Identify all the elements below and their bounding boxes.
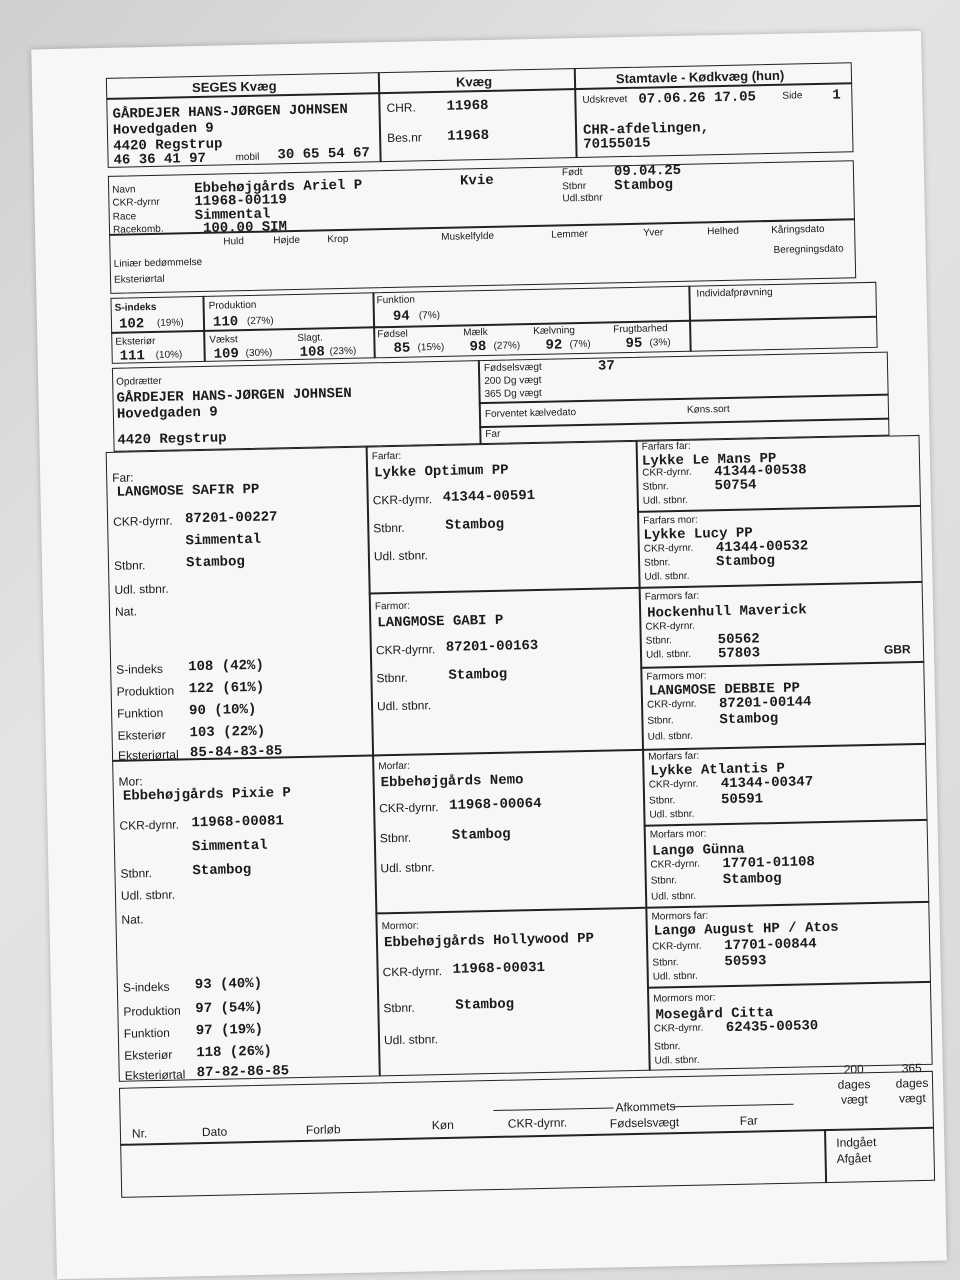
funktion-value: 94 bbox=[392, 308, 410, 325]
farmors-far-name: Hockenhull Maverick bbox=[647, 602, 807, 622]
side-label: Side bbox=[782, 90, 803, 102]
mormors-far-stbnr: 50593 bbox=[724, 953, 767, 971]
kaelvning-label: Kælvning bbox=[533, 325, 576, 338]
mor-name: Ebbehøjgårds Pixie P bbox=[122, 785, 292, 805]
beregning-label: Beregningsdato bbox=[773, 243, 844, 256]
farmors-mor-label: Farmors mor: bbox=[646, 670, 707, 683]
besnr-value: 11968 bbox=[446, 127, 490, 145]
col-krop: Krop bbox=[327, 233, 349, 246]
eksterior-pct: (10%) bbox=[155, 349, 183, 361]
farmor-ckr-label: CKR-dyrnr. bbox=[375, 642, 436, 658]
udl-label: Udl.stbnr bbox=[562, 192, 603, 205]
col-helhed: Helhed bbox=[707, 225, 739, 238]
col-far: Far bbox=[739, 1113, 758, 1128]
morfars-mor-stbnr-label: Stbnr. bbox=[650, 875, 678, 887]
farfar-stbnr-label: Stbnr. bbox=[373, 520, 405, 536]
mormor-stbnr: Stambog bbox=[455, 996, 515, 1014]
foedsel-label: Fødsel bbox=[377, 328, 408, 341]
farmors-mor-udl-label: Udl. stbnr. bbox=[647, 730, 693, 743]
slagt-label: Slagt. bbox=[297, 332, 324, 344]
mor-produktion-label: Produktion bbox=[123, 1003, 181, 1019]
chr-label: CHR. bbox=[386, 100, 417, 116]
farmors-mor-name: LANGMOSE DEBBIE PP bbox=[648, 680, 801, 700]
col-yver: Yver bbox=[643, 227, 664, 239]
farfar-label: Farfar: bbox=[371, 450, 402, 463]
mormors-mor-stbnr-label: Stbnr. bbox=[654, 1041, 681, 1053]
dg365-label: 365 Dg vægt bbox=[484, 387, 542, 401]
farmors-mor-ckr: 87201-00144 bbox=[718, 694, 812, 713]
forventet-label: Forventet kælvedato bbox=[484, 407, 577, 421]
farmor-stbnr-label: Stbnr. bbox=[376, 670, 408, 686]
besnr-label: Bes.nr bbox=[387, 130, 422, 146]
col-forloeb: Forløb bbox=[305, 1122, 341, 1137]
vaekst-label: Vækst bbox=[209, 334, 238, 346]
farfars-far-label: Farfars far: bbox=[641, 440, 691, 453]
farmors-far-ckr-label: CKR-dyrnr. bbox=[645, 620, 696, 633]
far-label: Far bbox=[485, 428, 501, 441]
mormors-far-ckr: 17701-00844 bbox=[723, 936, 817, 955]
document-title: Stamtavle - Kødkvæg (hun) bbox=[615, 67, 785, 87]
col-365-dage: 365 dages vægt bbox=[895, 1061, 929, 1106]
owner-name: GÅRDEJER HANS-JØRGEN JOHNSEN bbox=[112, 101, 348, 123]
breeder-street: Hovedgaden 9 bbox=[116, 404, 218, 423]
mormor-name: Ebbehøjgårds Hollywood PP bbox=[383, 930, 595, 952]
s-indeks-pct: (19%) bbox=[156, 317, 184, 329]
farmors-far-udl: 57803 bbox=[717, 645, 761, 663]
morfars-mor-udl-label: Udl. stbnr. bbox=[650, 890, 697, 903]
kvaeg-label: Kvæg bbox=[455, 73, 493, 90]
far-name: LANGMOSE SAFIR PP bbox=[116, 481, 260, 501]
mor-sindeks: 93 (40%) bbox=[194, 975, 263, 994]
afkommets-label: Afkommets bbox=[615, 1099, 676, 1115]
farfars-far-ckr-label: CKR-dyrnr. bbox=[642, 466, 692, 479]
far-ckr: 87201-00227 bbox=[184, 509, 278, 528]
mormors-far-label: Mormors far: bbox=[651, 910, 709, 923]
animal-race: Simmental bbox=[194, 206, 271, 225]
frugt-pct: (3%) bbox=[649, 337, 671, 349]
vaekst-pct: (30%) bbox=[245, 347, 273, 360]
morfar-stbnr-label: Stbnr. bbox=[379, 830, 412, 846]
mormors-mor-label: Mormors mor: bbox=[653, 992, 716, 1005]
far-stbnr-label: Stbnr. bbox=[113, 558, 146, 573]
col-muskelfylde: Muskelfylde bbox=[441, 230, 495, 243]
owner-city: 4420 Regstrup bbox=[113, 136, 223, 155]
frugt-value: 95 bbox=[625, 335, 643, 353]
morfar-udl-label: Udl. stbnr. bbox=[380, 860, 435, 876]
foedselsvaegt-value: 37 bbox=[597, 358, 615, 375]
maelk-label: Mælk bbox=[463, 326, 488, 339]
col-ckr: CKR-dyrnr. bbox=[507, 1115, 568, 1131]
mormor-label: Mormor: bbox=[381, 920, 420, 933]
mormors-far-udl-label: Udl. stbnr. bbox=[652, 970, 698, 983]
owner-phone: 46 36 41 97 bbox=[113, 150, 207, 169]
produktion-pct: (27%) bbox=[246, 315, 274, 327]
far-nat-label: Nat. bbox=[114, 604, 138, 619]
far-sindeks-label: S-indeks bbox=[116, 661, 164, 677]
pedigree-document bbox=[31, 31, 947, 1279]
owner-mobil: 30 65 54 67 bbox=[277, 145, 371, 164]
morfar-ckr-label: CKR-dyrnr. bbox=[379, 800, 439, 816]
foedt-label: Født bbox=[561, 166, 583, 179]
kaelvning-pct: (7%) bbox=[569, 338, 591, 351]
farmor-name: LANGMOSE GABI P bbox=[377, 612, 504, 632]
mormors-far-name: Langø August HP / Atos bbox=[653, 919, 839, 940]
col-hoejde: Højde bbox=[273, 234, 301, 247]
farmor-ckr: 87201-00163 bbox=[445, 637, 539, 656]
col-kaaringsdato: Kåringsdato bbox=[771, 223, 825, 236]
morfars-mor-name: Langø Günna bbox=[651, 841, 745, 860]
col-huld: Huld bbox=[223, 236, 244, 248]
mormor-ckr: 11968-00031 bbox=[452, 959, 546, 978]
morfars-far-stbnr-label: Stbnr. bbox=[648, 795, 676, 807]
eksteriortal-label: Eksteriørtal bbox=[113, 273, 165, 286]
individ-label: Individafprøvning bbox=[696, 286, 773, 300]
morfars-far-ckr: 41344-00347 bbox=[720, 774, 814, 793]
farmors-far-label: Farmors far: bbox=[644, 590, 700, 603]
mor-nat-label: Nat. bbox=[121, 912, 144, 927]
mormors-mor-ckr-label: CKR-dyrnr. bbox=[653, 1022, 704, 1035]
mor-label: Mor: bbox=[118, 774, 143, 789]
maelk-pct: (27%) bbox=[493, 340, 521, 352]
slagt-value: 108 bbox=[299, 344, 326, 361]
produktion-label: Produktion bbox=[208, 299, 257, 312]
eksterior-value: 111 bbox=[119, 348, 146, 365]
mor-ckr-label: CKR-dyrnr. bbox=[119, 817, 179, 833]
farfars-far-udl-label: Udl. stbnr. bbox=[642, 494, 688, 507]
farfar-ckr-label: CKR-dyrnr. bbox=[372, 492, 433, 508]
farfars-mor-ckr: 41344-00532 bbox=[715, 538, 809, 557]
mormors-mor-name: Mosegård Citta bbox=[655, 1005, 774, 1024]
animal-born: 09.04.25 bbox=[613, 162, 682, 181]
col-lemmer: Lemmer bbox=[551, 228, 589, 241]
slagt-pct: (23%) bbox=[329, 345, 357, 358]
far-funktion-label: Funktion bbox=[117, 705, 164, 721]
afgaaet-label: Afgået bbox=[836, 1151, 872, 1166]
mor-stbnr: Stambog bbox=[192, 862, 252, 880]
col-200-dage: 200 dages vægt bbox=[837, 1062, 871, 1107]
far-ckr-label: CKR-dyrnr. bbox=[112, 513, 173, 529]
morfars-mor-label: Morfars mor: bbox=[649, 828, 707, 841]
udskrevet-label: Udskrevet bbox=[582, 93, 628, 106]
chr-afdeling: CHR-afdelingen, bbox=[582, 120, 710, 139]
farfars-far-stbnr: 50754 bbox=[714, 477, 757, 495]
ckr-label: CKR-dyrnr bbox=[112, 196, 160, 209]
foedsel-pct: (15%) bbox=[417, 341, 445, 354]
morfar-label: Morfar: bbox=[378, 760, 411, 773]
farfar-stbnr: Stambog bbox=[445, 516, 505, 534]
racekomb-label: Racekomb. bbox=[112, 223, 164, 236]
farmors-mor-ckr-label: CKR-dyrnr. bbox=[646, 698, 697, 711]
chr-value: 11968 bbox=[446, 97, 489, 115]
farmors-far-udl-label: Udl. stbnr. bbox=[645, 648, 692, 661]
morfars-mor-ckr: 17701-01108 bbox=[722, 854, 816, 873]
s-indeks-label: S-indeks bbox=[114, 301, 157, 314]
farfars-mor-udl-label: Udl. stbnr. bbox=[644, 570, 690, 583]
mor-race: Simmental bbox=[191, 837, 268, 856]
mormors-far-stbnr-label: Stbnr. bbox=[652, 957, 679, 969]
s-indeks-value: 102 bbox=[118, 316, 145, 333]
far-eksterior: 103 (22%) bbox=[189, 723, 266, 742]
udskrevet-value: 07.06.26 17.05 bbox=[638, 89, 757, 108]
farfar-name: Lykke Optimum PP bbox=[374, 462, 509, 482]
animal-sex: Kvie bbox=[459, 172, 494, 190]
farfar-ckr: 41344-00591 bbox=[442, 488, 536, 506]
chr-afdeling-nr: 70155015 bbox=[583, 135, 651, 153]
foedsel-value: 85 bbox=[393, 340, 411, 357]
mormor-udl-label: Udl. stbnr. bbox=[383, 1032, 439, 1048]
morfars-mor-stbnr: Stambog bbox=[722, 870, 782, 889]
farfars-far-ckr: 41344-00538 bbox=[714, 462, 807, 481]
indgaaet-label: Indgået bbox=[836, 1134, 877, 1150]
mor-udl-label: Udl. stbnr. bbox=[120, 887, 176, 903]
koenssort-label: Køns.sort bbox=[686, 403, 730, 416]
farmors-far-country: GBR bbox=[883, 642, 911, 657]
farfars-mor-name: Lykke Lucy PP bbox=[643, 525, 753, 544]
mor-eksterior: 118 (26%) bbox=[196, 1043, 273, 1062]
farmor-stbnr: Stambog bbox=[448, 666, 508, 684]
col-dato: Dato bbox=[201, 1124, 228, 1140]
far-funktion: 90 (10%) bbox=[188, 701, 257, 720]
morfars-far-stbnr: 50591 bbox=[720, 791, 764, 809]
mor-funktion: 97 (19%) bbox=[195, 1021, 264, 1040]
animal-stbnr: Stambog bbox=[614, 177, 674, 195]
mormors-mor-udl-label: Udl. stbnr. bbox=[654, 1054, 700, 1067]
eksterior-label: Eksteriør bbox=[115, 335, 156, 348]
breeder-city: 4420 Regstrup bbox=[117, 430, 227, 449]
farfar-udl-label: Udl. stbnr. bbox=[373, 548, 429, 564]
far-stbnr: Stambog bbox=[185, 554, 245, 572]
far-produktion: 122 (61%) bbox=[188, 679, 265, 698]
maelk-value: 98 bbox=[469, 338, 487, 356]
farmors-far-stbnr: 50562 bbox=[717, 631, 760, 649]
mor-eksteriortal: 87-82-86-85 bbox=[196, 1063, 290, 1082]
org-name: SEGES Kvæg bbox=[191, 78, 277, 96]
far-produktion-label: Produktion bbox=[116, 683, 175, 699]
farmors-far-stbnr-label: Stbnr. bbox=[645, 635, 672, 647]
opdraetter-label: Opdrætter bbox=[116, 375, 162, 388]
far-eksterior-label: Eksteriør bbox=[117, 727, 166, 743]
animal-name: Ebbehøjgårds Ariel P bbox=[194, 177, 363, 198]
col-foedselsvaegt: Fødselsvægt bbox=[609, 1115, 680, 1131]
mormor-ckr-label: CKR-dyrnr. bbox=[382, 964, 443, 980]
race-label: Race bbox=[112, 211, 137, 223]
mor-sindeks-label: S-indeks bbox=[122, 979, 170, 995]
animal-racekomb: 100.00 SIM bbox=[202, 219, 288, 237]
morfars-far-udl-label: Udl. stbnr. bbox=[649, 808, 695, 821]
stbnr-label: Stbnr bbox=[562, 180, 587, 193]
animal-ckr: 11968-00119 bbox=[194, 192, 288, 211]
mor-eksterior-label: Eksteriør bbox=[124, 1047, 173, 1063]
mormor-stbnr-label: Stbnr. bbox=[383, 1000, 415, 1016]
farmors-mor-stbnr-label: Stbnr. bbox=[647, 715, 674, 727]
col-koen: Køn bbox=[431, 1117, 454, 1133]
farfars-far-name: Lykke Le Mans PP bbox=[641, 450, 777, 470]
navn-label: Navn bbox=[112, 184, 136, 196]
mor-produktion: 97 (54%) bbox=[195, 999, 263, 1018]
far-sindeks: 108 (42%) bbox=[188, 657, 264, 676]
kaelvning-value: 92 bbox=[545, 337, 563, 354]
frugt-label: Frugtbarhed bbox=[613, 323, 668, 336]
mor-funktion-label: Funktion bbox=[123, 1025, 171, 1041]
far-udl-label: Udl. stbnr. bbox=[114, 581, 169, 597]
morfars-far-ckr-label: CKR-dyrnr. bbox=[648, 778, 699, 791]
mor-ckr: 11968-00081 bbox=[191, 813, 285, 832]
farfars-mor-stbnr: Stambog bbox=[715, 552, 776, 571]
farfars-mor-label: Farfars mor: bbox=[643, 514, 698, 527]
mor-eksteriortal-label: Eksteriørtal bbox=[124, 1067, 186, 1083]
morfar-name: Ebbehøjgårds Nemo bbox=[380, 772, 524, 792]
foedselsvaegt-label: Fødselsvægt bbox=[483, 361, 542, 375]
morfar-ckr: 11968-00064 bbox=[448, 795, 542, 814]
produktion-value: 110 bbox=[212, 314, 239, 331]
liniaer-label: Liniær bedømmelse bbox=[113, 256, 203, 270]
owner-street: Hovedgaden 9 bbox=[112, 120, 214, 139]
breeder-name: GÅRDEJER HANS-JØRGEN JOHNSEN bbox=[116, 385, 352, 407]
farfars-mor-ckr-label: CKR-dyrnr. bbox=[643, 542, 694, 555]
morfar-stbnr: Stambog bbox=[451, 826, 511, 844]
dg200-label: 200 Dg vægt bbox=[484, 374, 542, 388]
side-value: 1 bbox=[832, 87, 841, 104]
farfars-far-stbnr-label: Stbnr. bbox=[642, 481, 669, 493]
far-label: Far: bbox=[112, 470, 134, 485]
mor-stbnr-label: Stbnr. bbox=[120, 866, 152, 881]
col-nr: Nr. bbox=[131, 1126, 148, 1141]
farmors-mor-stbnr: Stambog bbox=[719, 710, 779, 729]
far-eksteriortal: 85-84-83-85 bbox=[189, 743, 283, 762]
morfars-far-label: Morfars far: bbox=[648, 750, 700, 763]
morfars-mor-ckr-label: CKR-dyrnr. bbox=[650, 858, 700, 871]
far-race: Simmental bbox=[185, 531, 262, 550]
morfars-far-name: Lykke Atlantis P bbox=[650, 760, 786, 780]
mobil-label: mobil bbox=[235, 151, 260, 164]
mormors-far-ckr-label: CKR-dyrnr. bbox=[652, 940, 702, 953]
farfars-mor-stbnr-label: Stbnr. bbox=[643, 557, 671, 569]
funktion-pct: (7%) bbox=[418, 309, 441, 322]
mormors-mor-ckr: 62435-00530 bbox=[725, 1018, 819, 1037]
vaekst-value: 109 bbox=[213, 346, 240, 363]
farmor-label: Farmor: bbox=[374, 600, 411, 613]
funktion-label: Funktion bbox=[376, 294, 416, 307]
farmor-udl-label: Udl. stbnr. bbox=[376, 698, 432, 714]
far-eksteriortal-label: Eksteriørtal bbox=[117, 747, 179, 763]
